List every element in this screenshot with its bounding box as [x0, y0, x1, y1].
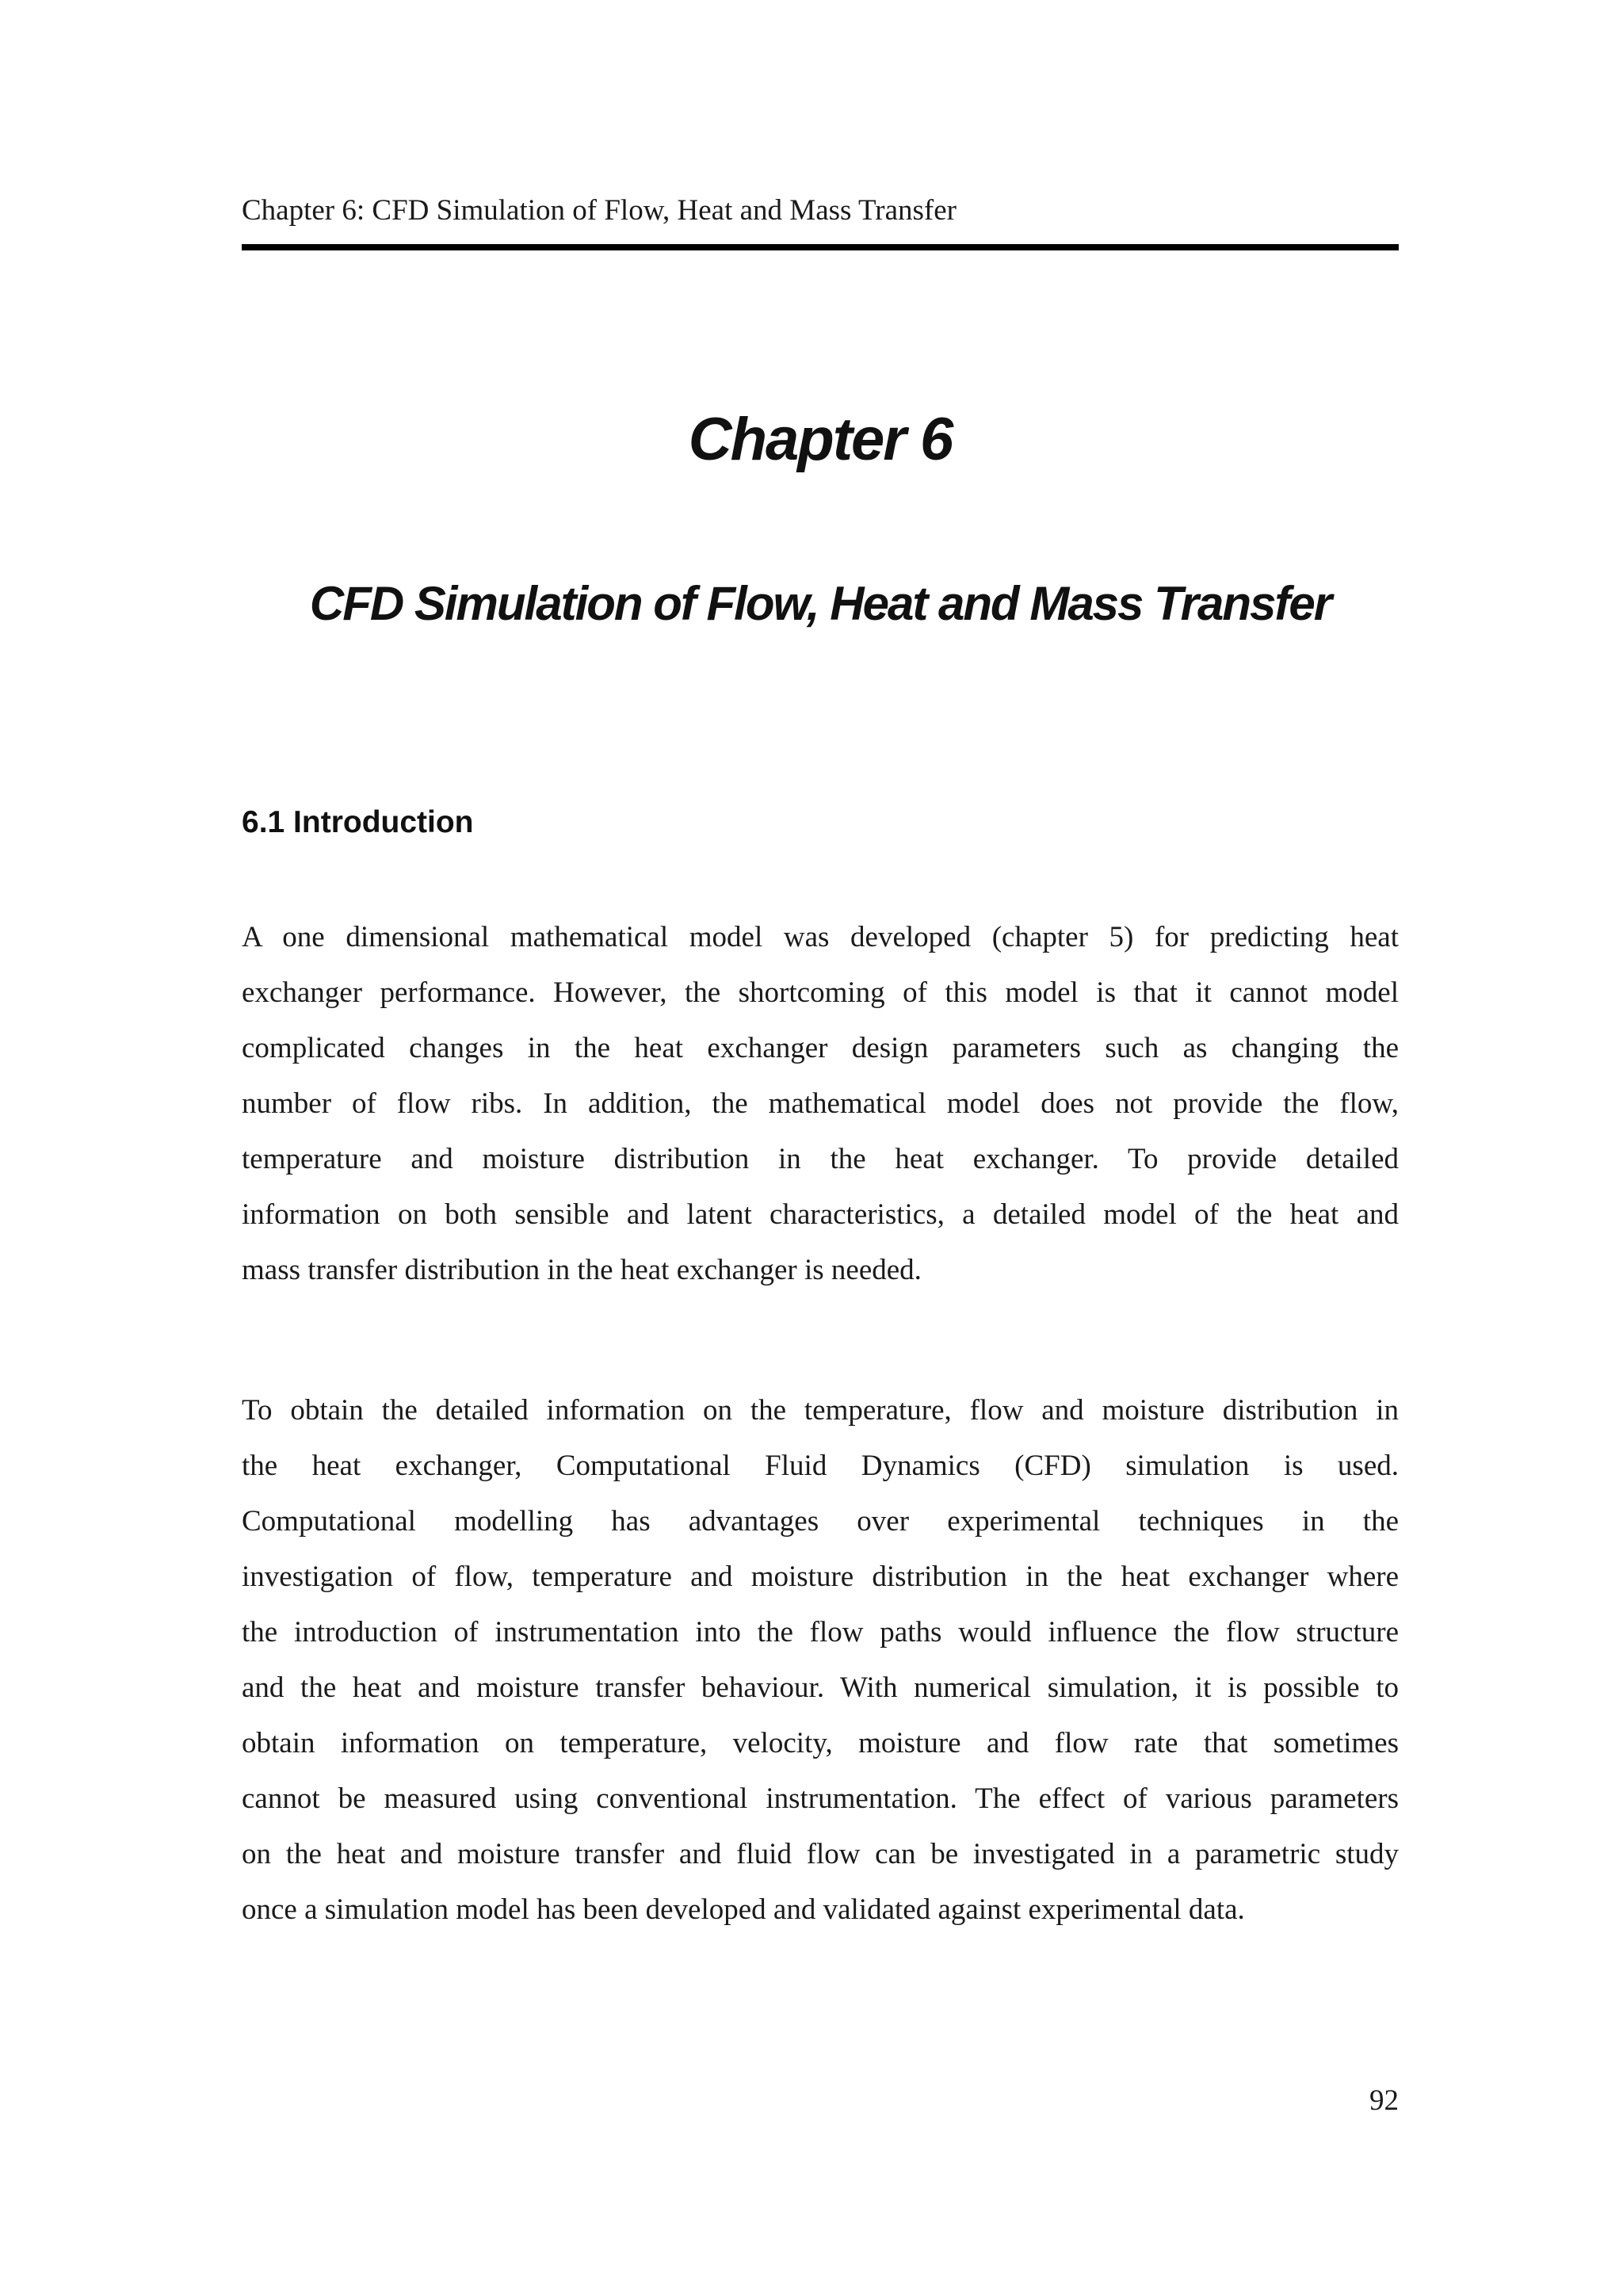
running-header: Chapter 6: CFD Simulation of Flow, Heat and Mass Transfer	[242, 194, 957, 227]
paragraph-line: the heat exchanger, Computational Fluid Dynamics (CFD) simulation is used.	[242, 1450, 1399, 1482]
chapter-title: CFD Simulation of Flow, Heat and Mass Transfer	[309, 577, 1331, 630]
chapter-number: Chapter 6	[688, 406, 953, 473]
section-heading: 6.1 Introduction	[242, 805, 474, 839]
paragraph-line: information on both sensible and latent characteristics, a detailed model of the heat and	[242, 1198, 1399, 1231]
paragraph-line: number of flow ribs. In addition, the mathematical model does not provide the flow,	[242, 1087, 1399, 1120]
paragraph-line: To obtain the detailed information on the temperature, flow and moisture distribution in	[242, 1394, 1399, 1427]
paragraph-line: mass transfer distribution in the heat exchanger is needed.	[242, 1254, 922, 1286]
paragraph-line: and the heat and moisture transfer behaviour. With numerical simulation, it is possible to	[242, 1671, 1399, 1704]
paragraph-line: temperature and moisture distribution in the heat exchanger. To provide detailed	[242, 1143, 1399, 1175]
paragraph-line: Computational modelling has advantages over experimental techniques in the	[242, 1505, 1399, 1538]
body-paragraph	[242, 1383, 1399, 1938]
paragraph-line: cannot be measured using conventional instrumentation. The effect of various parameters	[242, 1782, 1399, 1815]
paragraph-line: exchanger performance. However, the shortcoming of this model is that it cannot model	[242, 976, 1399, 1009]
paragraph-line: complicated changes in the heat exchanger design parameters such as changing the	[242, 1032, 1399, 1064]
paragraph-line: on the heat and moisture transfer and fluid flow can be investigated in a parametric study	[242, 1838, 1399, 1870]
paragraph-line: A one dimensional mathematical model was developed (chapter 5) for predicting heat	[242, 921, 1399, 953]
paragraph-line: once a simulation model has been developed and validated against experimental data.	[242, 1893, 1245, 1926]
paragraph-line: investigation of flow, temperature and moisture distribution in the heat exchanger where	[242, 1561, 1399, 1593]
paragraph-line: obtain information on temperature, velocity, moisture and flow rate that sometimes	[242, 1727, 1399, 1759]
page-number: 92	[1369, 2084, 1399, 2117]
header-rule	[242, 244, 1399, 250]
body-paragraph	[242, 910, 1399, 1298]
paragraph-line: the introduction of instrumentation into the flow paths would influence the flow structure	[242, 1616, 1399, 1648]
